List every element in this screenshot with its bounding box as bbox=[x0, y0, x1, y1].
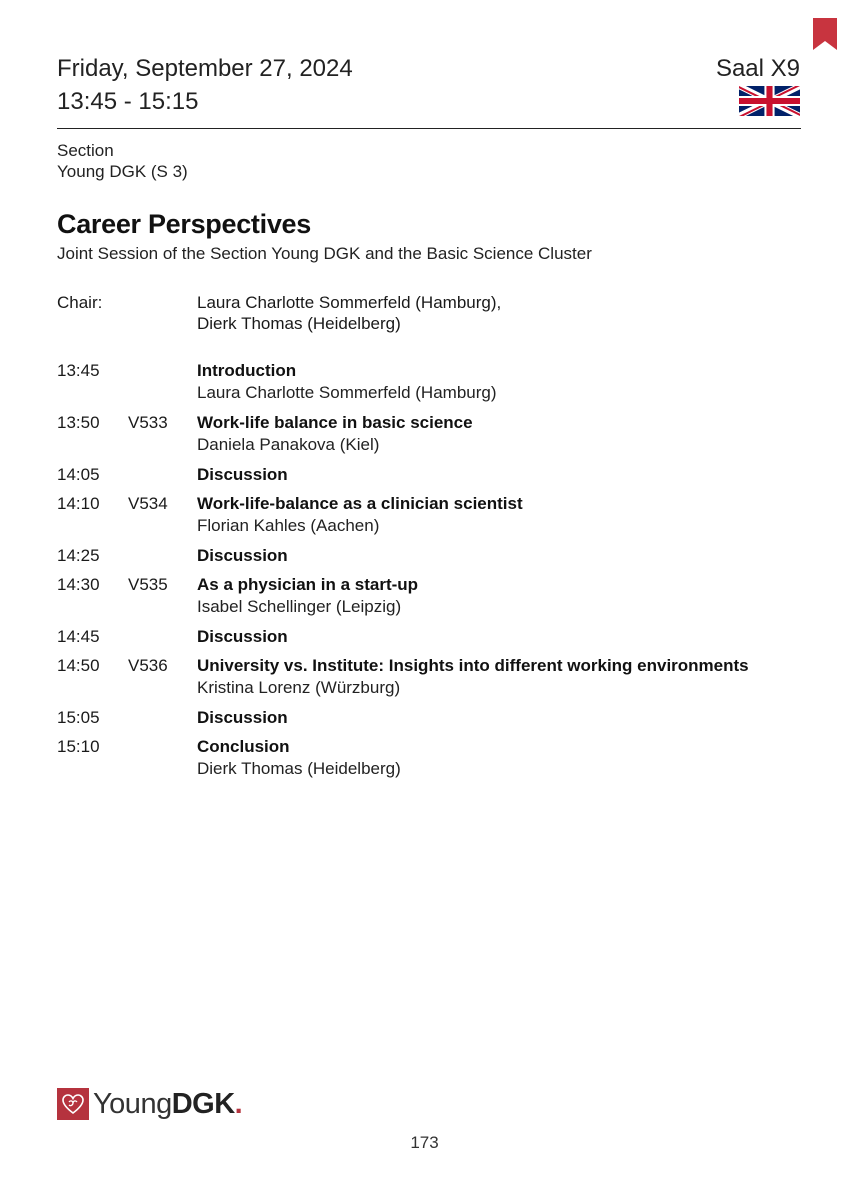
section-info bbox=[57, 140, 188, 182]
program-list bbox=[57, 360, 817, 788]
program-title: Work-life balance in basic science bbox=[197, 413, 473, 432]
program-title: Discussion bbox=[197, 627, 288, 646]
program-time: 13:45 bbox=[57, 361, 100, 380]
program-time: 14:25 bbox=[57, 546, 100, 565]
logo-young: Young bbox=[93, 1088, 172, 1120]
logo-dgk: DGK bbox=[171, 1088, 235, 1120]
page-number: 173 bbox=[410, 1133, 439, 1152]
program-item bbox=[57, 545, 817, 574]
program-title: University vs. Institute: Insights into different working environments bbox=[197, 656, 749, 675]
session-time-range: 13:45 - 15:15 bbox=[57, 88, 199, 115]
program-item bbox=[57, 493, 817, 545]
program-time: 15:05 bbox=[57, 708, 100, 727]
program-item bbox=[57, 464, 817, 493]
chair-name: Laura Charlotte Sommerfeld (Hamburg), bbox=[197, 293, 502, 312]
program-item bbox=[57, 626, 817, 655]
session-subtitle: Joint Session of the Section Young DGK and the Basic Science Cluster bbox=[57, 244, 592, 263]
logo-dot: . bbox=[234, 1088, 243, 1120]
program-speaker: Daniela Panakova (Kiel) bbox=[197, 435, 380, 454]
young-dgk-logo bbox=[57, 1088, 242, 1120]
program-code: V533 bbox=[128, 413, 168, 432]
uk-flag-icon bbox=[739, 86, 800, 116]
program-title: Discussion bbox=[197, 546, 288, 565]
program-speaker: Dierk Thomas (Heidelberg) bbox=[197, 759, 401, 778]
program-item bbox=[57, 574, 817, 626]
session-date: Friday, September 27, 2024 bbox=[57, 55, 353, 82]
session-room: Saal X9 bbox=[715, 55, 800, 82]
bookmark-icon[interactable] bbox=[813, 18, 837, 50]
section-label: Section bbox=[57, 141, 114, 160]
chair-name: Dierk Thomas (Heidelberg) bbox=[197, 314, 401, 333]
program-item bbox=[57, 736, 817, 788]
section-name: Young DGK (S 3) bbox=[57, 162, 188, 181]
chair-label: Chair: bbox=[57, 293, 103, 312]
program-item bbox=[57, 360, 817, 412]
program-time: 15:10 bbox=[57, 737, 100, 756]
program-speaker: Isabel Schellinger (Leipzig) bbox=[197, 597, 402, 616]
logo-wordmark bbox=[93, 1088, 242, 1120]
program-code: V536 bbox=[128, 656, 168, 675]
program-speaker: Florian Kahles (Aachen) bbox=[197, 516, 380, 535]
program-time: 14:10 bbox=[57, 494, 100, 513]
program-title: Work-life-balance as a clinician scientist bbox=[197, 494, 523, 513]
session-title: Career Perspectives bbox=[57, 209, 311, 239]
program-code: V535 bbox=[128, 575, 168, 594]
program-time: 13:50 bbox=[57, 413, 100, 432]
program-title: Introduction bbox=[197, 361, 297, 380]
program-title: As a physician in a start-up bbox=[197, 575, 419, 594]
program-title: Discussion bbox=[197, 465, 288, 484]
program-speaker: Kristina Lorenz (Würzburg) bbox=[197, 678, 401, 697]
program-item bbox=[57, 412, 817, 464]
program-time: 14:45 bbox=[57, 627, 100, 646]
header-divider bbox=[57, 128, 801, 129]
session-datetime bbox=[57, 52, 353, 118]
program-speaker: Laura Charlotte Sommerfeld (Hamburg) bbox=[197, 383, 497, 402]
program-item bbox=[57, 707, 817, 736]
program-title: Discussion bbox=[197, 708, 288, 727]
program-time: 14:30 bbox=[57, 575, 100, 594]
heart-logo-icon bbox=[57, 1088, 89, 1120]
program-item bbox=[57, 655, 817, 707]
program-code: V534 bbox=[128, 494, 168, 513]
program-time: 14:50 bbox=[57, 656, 100, 675]
program-time: 14:05 bbox=[57, 465, 100, 484]
program-title: Conclusion bbox=[197, 737, 290, 756]
chair-names bbox=[197, 292, 501, 334]
